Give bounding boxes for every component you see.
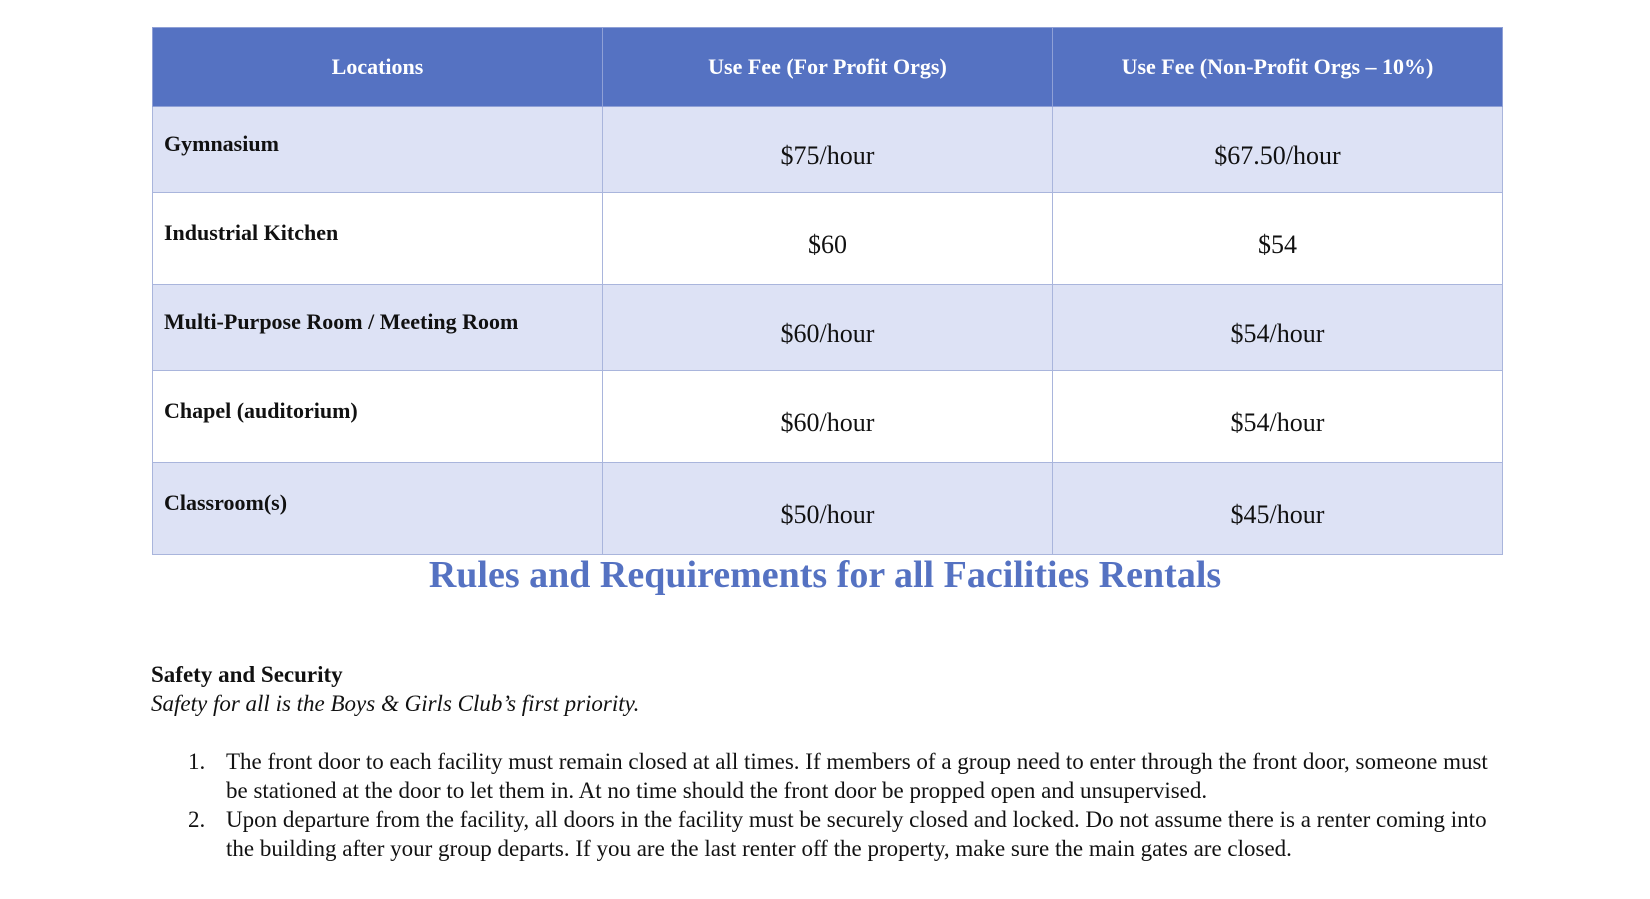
- location-cell: Chapel (auditorium): [153, 371, 603, 463]
- non-profit-fee-cell: $45/hour: [1053, 463, 1503, 555]
- list-item-text: The front door to each facility must remain closed at all times. If members of a group need to enter through the front door, someone must be stationed at the door to let them in. At no time should the front door be propped open and unsupervised.: [226, 749, 1488, 803]
- for-profit-fee-cell: $60/hour: [603, 285, 1053, 371]
- table-header-row: [153, 28, 1503, 107]
- list-item: [188, 805, 1502, 863]
- for-profit-fee-cell: $60/hour: [603, 371, 1053, 463]
- table-row: [153, 285, 1503, 371]
- list-item: [188, 747, 1502, 805]
- list-item-text: Upon departure from the facility, all doors in the facility must be securely closed and locked. Do not assume there is a renter coming into the building after your group departs. If you are the last renter off the property, make sure the main gates are closed.: [226, 807, 1487, 861]
- table-row: [153, 193, 1503, 285]
- location-cell: Multi-Purpose Room / Meeting Room: [153, 285, 603, 371]
- location-cell: Gymnasium: [153, 107, 603, 193]
- non-profit-fee-cell: $54/hour: [1053, 371, 1503, 463]
- non-profit-fee-cell: $54: [1053, 193, 1503, 285]
- header-locations: Locations: [153, 28, 603, 107]
- rules-heading: Rules and Requirements for all Facilities Rentals: [428, 554, 1222, 596]
- location-cell: Industrial Kitchen: [153, 193, 603, 285]
- table-row: [153, 463, 1503, 555]
- non-profit-fee-cell: $67.50/hour: [1053, 107, 1503, 193]
- non-profit-fee-cell: $54/hour: [1053, 285, 1503, 371]
- for-profit-fee-cell: $60: [603, 193, 1053, 285]
- list-item-number: 2.: [188, 807, 206, 832]
- section-title: Safety and Security: [151, 662, 343, 687]
- table-row: [153, 371, 1503, 463]
- section-subtitle: Safety for all is the Boys & Girls Club’s first priority.: [151, 691, 640, 716]
- header-for-profit-fee: Use Fee (For Profit Orgs): [603, 28, 1053, 107]
- fee-table: [152, 27, 1503, 555]
- header-non-profit-fee: Use Fee (Non-Profit Orgs – 10%): [1053, 28, 1503, 107]
- location-cell: Classroom(s): [153, 463, 603, 555]
- for-profit-fee-cell: $75/hour: [603, 107, 1053, 193]
- rules-list: [188, 747, 1502, 863]
- for-profit-fee-cell: $50/hour: [603, 463, 1053, 555]
- list-item-number: 1.: [188, 749, 206, 774]
- table-row: [153, 107, 1503, 193]
